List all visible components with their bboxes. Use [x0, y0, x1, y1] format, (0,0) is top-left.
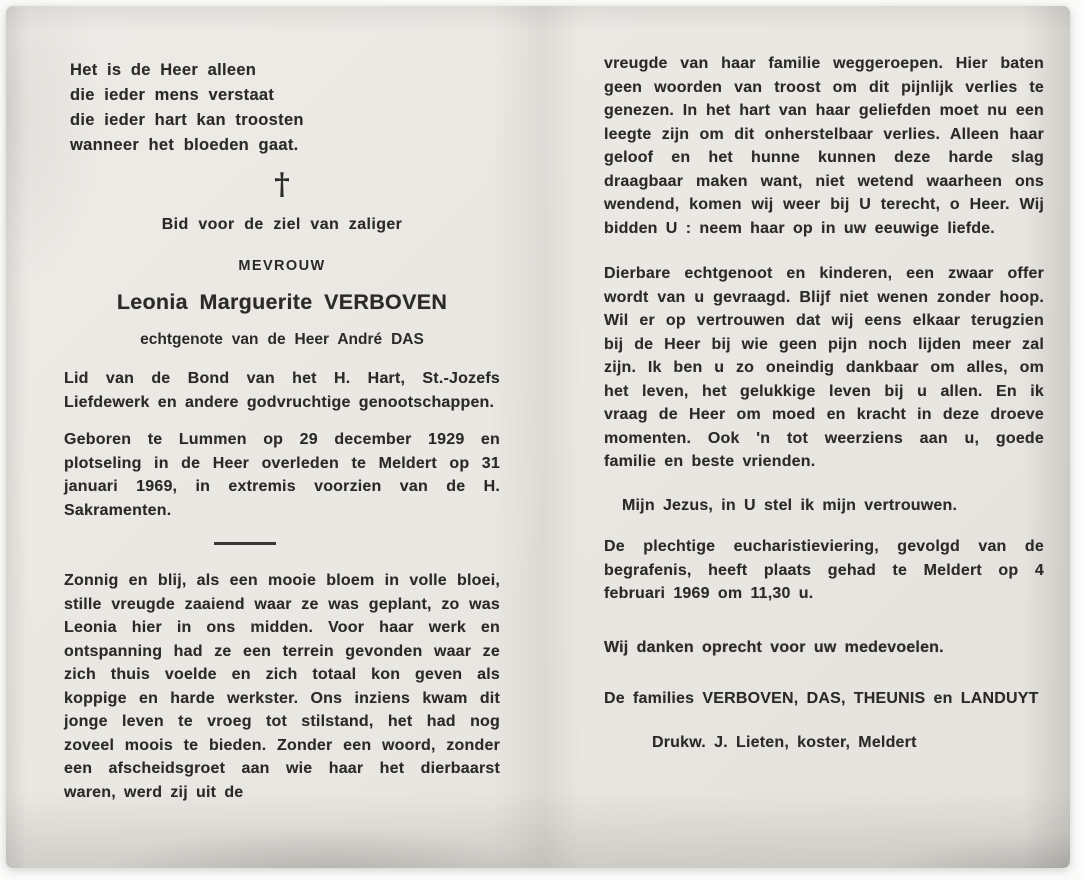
left-page	[64, 58, 500, 804]
invocation-line: Bid voor de ziel van zaliger	[161, 216, 403, 233]
birth-death-paragraph: Geboren te Lummen op 29 december 1929 en plotseling in de Heer overleden te Meldert op 31 januari 1969, in extremis voorzien van de H. Sakramenten.	[64, 431, 500, 519]
printer-line: Drukw. J. Lieten, koster, Meldert	[652, 733, 917, 751]
poem-line: Het is de Heer alleen	[70, 61, 257, 79]
memorial-card	[6, 6, 1070, 868]
poem-line: die ieder hart kan troosten	[70, 111, 304, 129]
right-page	[604, 52, 1044, 754]
funeral-service-paragraph: De plechtige eucharistieviering, gevolgd van de begrafenis, heeft plaats gehad te Meldert op 4 februari 1969 om 11,30 u.	[604, 538, 1044, 602]
poem-line: die ieder mens verstaat	[70, 86, 275, 104]
eulogy-continuation-paragraph: vreugde van haar familie weggeroepen. Hier baten geen woorden van troost om dit pijnlijk verlies te genezen. In het hart van haar geliefden moet nu een leegte zijn om dit onherstelbaar verlies. Alleen haar geloof en het hunne kunnen deze harde slag draagbaar maken want, niet wetend waarheen ons wendend, komen wij weer bij U terecht, o Heer. Wij bidden U : neem haar op in uw eeuwige liefde.	[604, 55, 1044, 237]
thanks-line: Wij danken oprecht voor uw medevoelen.	[604, 638, 944, 656]
families-line: De families VERBOVEN, DAS, THEUNIS en LANDUYT	[604, 690, 1039, 707]
eulogy-paragraph: Zonnig en blij, als een mooie bloem in volle bloei, stille vreugde zaaiend waar ze was geplant, zo was Leonia hier in ons midden. Voor haar werk en ontspanning had ze een terrein gevonden waar ze zich thuis voelde en zich totaal kon geven als koppige en harde werkster. Ons inziens kwam dit jonge leven te vroeg tot stilstand, het had nog zoveel moois te bieden. Zonder een woord, zonder een afscheidsgroet aan wie haar het dierbaarst waren, werd zij uit de	[64, 572, 500, 801]
opening-poem	[70, 58, 500, 158]
prayer-line: Mijn Jezus, in U stel ik mijn vertrouwen.	[622, 496, 958, 514]
cross-icon: †	[274, 167, 290, 202]
deceased-name: Leonia Marguerite VERBOVEN	[116, 290, 448, 314]
spouse-line: echtgenote van de Heer André DAS	[140, 331, 424, 348]
farewell-paragraph: Dierbare echtgenoot en kinderen, een zwaar offer wordt van u gevraagd. Blijf niet wenen zonder hoop. Wil er op vertrouwen dat wij eens elkaar terugzien bij de Heer bij wie geen pijn noch lijden meer zal zijn. Ik ben u zo oneindig dankbaar om alles, om het leven, het gelukkige leven bij u allen. En ik vraag de Heer om moed en kracht in deze droeve momenten. Ook 'n tot weerziens aan u, goede familie en beste vrienden.	[604, 265, 1044, 470]
honorific-title: MEVROUW	[238, 258, 326, 274]
membership-paragraph: Lid van de Bond van het H. Hart, St.-Jozefs Liefdewerk en andere godvruchtige genootschappen.	[64, 370, 500, 411]
poem-line: wanneer het bloeden gaat.	[70, 136, 299, 154]
section-divider	[214, 542, 276, 545]
